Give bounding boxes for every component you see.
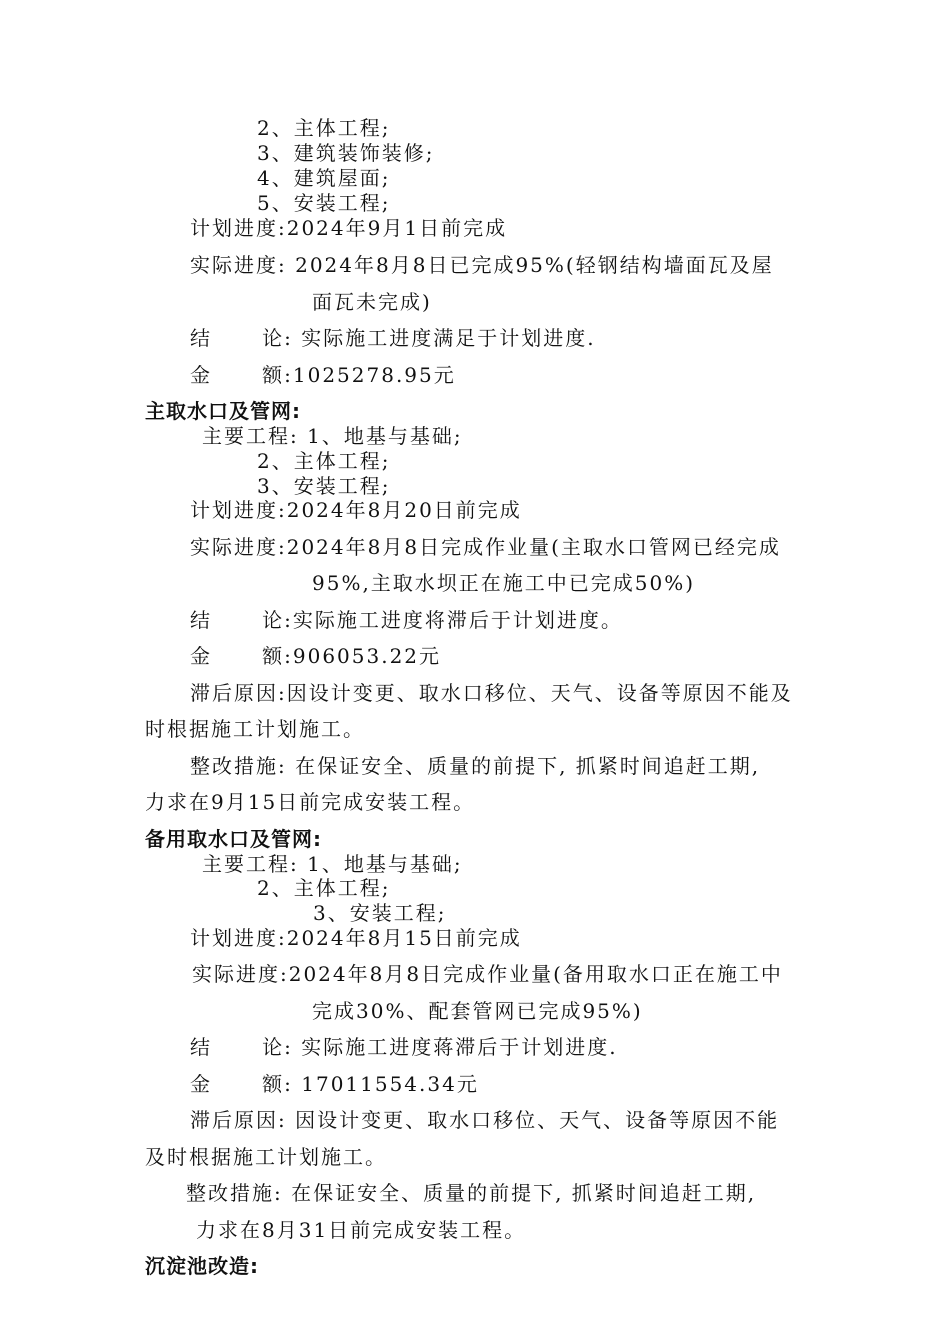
- conclusion: 结 论:实际施工进度将滞后于计划进度。: [190, 608, 623, 632]
- actual-progress-cont: 完成30%、配套管网已完成95%): [312, 999, 643, 1023]
- list-item: 2、主体工程;: [257, 449, 391, 473]
- corrective-measure-cont: 力求在8月31日前完成安装工程。: [196, 1218, 527, 1242]
- actual-progress-cont: 95%,主取水坝正在施工中已完成50%): [312, 571, 696, 595]
- plan-progress: 计划进度:2024年8月15日前完成: [190, 926, 522, 950]
- corrective-measure: 整改措施: 在保证安全、质量的前提下, 抓紧时间追赶工期,: [190, 754, 761, 778]
- delay-reason: 滞后原因:因设计变更、取水口移位、天气、设备等原因不能及: [190, 681, 793, 705]
- amount: 金 额:906053.22元: [190, 644, 442, 668]
- section-heading: 沉淀池改造:: [145, 1254, 259, 1278]
- section-heading: 主取水口及管网:: [145, 399, 301, 423]
- actual-progress-cont: 面瓦未完成): [312, 290, 432, 314]
- plan-progress: 计划进度:2024年9月1日前完成: [190, 216, 508, 240]
- actual-progress: 实际进度:2024年8月8日完成作业量(主取水口管网已经完成: [190, 535, 781, 559]
- conclusion: 结 论: 实际施工进度蒋滞后于计划进度.: [190, 1035, 618, 1059]
- corrective-measure-cont: 力求在9月15日前完成安装工程。: [145, 790, 476, 814]
- list-item: 3、安装工程;: [313, 901, 447, 925]
- list-item: 4、建筑屋面;: [257, 166, 391, 190]
- delay-reason: 滞后原因: 因设计变更、取水口移位、天气、设备等原因不能: [190, 1108, 780, 1132]
- main-works: 主要工程: 1、地基与基础;: [202, 852, 463, 876]
- delay-reason-cont: 及时根据施工计划施工。: [145, 1145, 387, 1169]
- list-item: 3、建筑装饰装修;: [257, 141, 435, 165]
- amount: 金 额: 17011554.34元: [190, 1072, 479, 1096]
- list-item: 2、主体工程;: [257, 876, 391, 900]
- list-item: 2、主体工程;: [257, 116, 391, 140]
- list-item: 3、安装工程;: [257, 474, 391, 498]
- actual-progress: 实际进度: 2024年8月8日已完成95%(轻钢结构墙面瓦及屋: [190, 253, 774, 277]
- main-works: 主要工程: 1、地基与基础;: [202, 424, 463, 448]
- delay-reason-cont: 时根据施工计划施工。: [145, 717, 365, 741]
- corrective-measure: 整改措施: 在保证安全、质量的前提下, 抓紧时间追赶工期,: [186, 1181, 757, 1205]
- section-heading: 备用取水口及管网:: [145, 827, 322, 851]
- actual-progress: 实际进度:2024年8月8日完成作业量(备用取水口正在施工中: [192, 962, 783, 986]
- plan-progress: 计划进度:2024年8月20日前完成: [190, 498, 522, 522]
- list-item: 5、安装工程;: [257, 191, 391, 215]
- conclusion: 结 论: 实际施工进度满足于计划进度.: [190, 326, 596, 350]
- amount: 金 额:1025278.95元: [190, 363, 456, 387]
